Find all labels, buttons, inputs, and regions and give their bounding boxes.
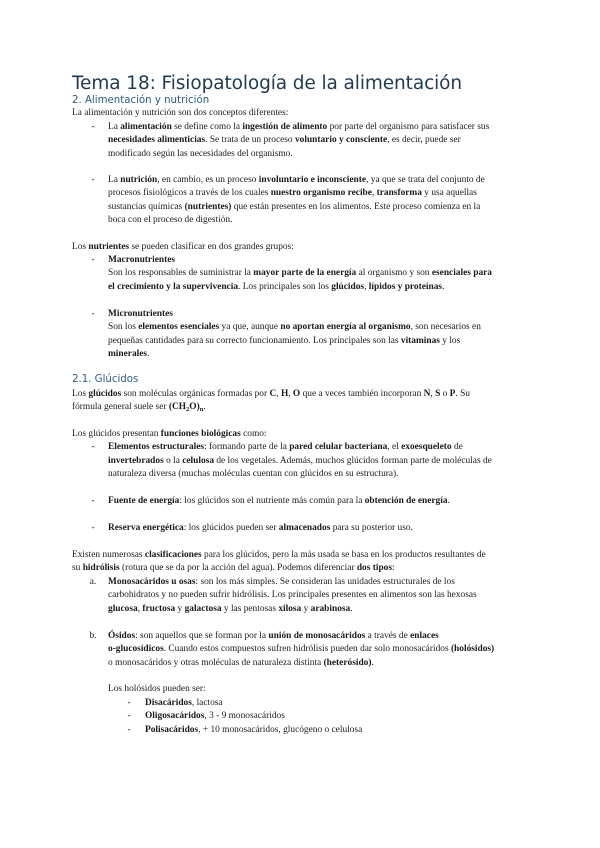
monosacaridos-line-1: Monosacáridos u osas: son los más simples. Se consideran las unidades estructurales de los: [108, 577, 455, 587]
holosidos-item: Polisacáridos, + 10 monosacáridos, glucógeno o celulosa: [145, 725, 363, 735]
bullet-marker: -: [127, 698, 131, 708]
monosacaridos-line-3: glucosa, fructosa y galactosa y las pentosas xilosa y arabinosa.: [108, 604, 353, 614]
section-heading-alimentacion: 2. Alimentación y nutrición: [72, 95, 210, 106]
osidos-line-3: o monosacáridos y otras moléculas de naturaleza distinta (heterósido).: [108, 658, 374, 668]
bullet-marker: -: [127, 711, 131, 721]
macronutrientes-line-1: Son los responsables de suministrar la mayor parte de la energía al organismo y son esenciales para: [108, 268, 492, 278]
nutricion-line-4: boca con el proceso de digestión.: [108, 215, 233, 225]
macronutrientes-title: Macronutrientes: [108, 255, 175, 265]
bullet-marker: -: [91, 122, 95, 132]
micronutrientes-title: Micronutrientes: [108, 309, 173, 319]
bullet-marker: -: [91, 496, 95, 506]
micronutrientes-line-3: minerales.: [108, 349, 150, 359]
alimentacion-line-1: La alimentación se define como la ingestión de alimento por parte del organismo para satisfacer sus: [108, 122, 490, 132]
nutricion-line-2: procesos fisiológicos a través de los cuales nuestro organismo recibe, transforma y usa aquellas: [108, 188, 477, 198]
nutricion-line-3: sustancias químicas (nutrientes) que están presentes en los alimentos. Este proceso comienza en la: [108, 202, 481, 212]
bullet-marker: -: [127, 725, 131, 735]
intro-paragraph: La alimentación y nutrición son dos conceptos diferentes:: [72, 108, 289, 118]
nutricion-line-1: La nutrición, en cambio, es un proceso involuntario e inconsciente, ya que se trata del conjunto de: [108, 175, 485, 185]
list-marker-b: b.: [89, 631, 97, 641]
micronutrientes-line-1: Son los elementos esenciales ya que, aunque no aportan energía al organismo, son necesarios en: [108, 322, 481, 332]
bullet-marker: -: [91, 255, 95, 265]
bullet-marker: -: [91, 442, 95, 452]
glucidos-def-line-1: Los glúcidos son moléculas orgánicas formadas por C, H, O que a veces también incorporan N, S o P. Su: [72, 389, 470, 399]
macronutrientes-line-2: el crecimiento y la supervivencia. Los principales son los glúcidos, lípidos y proteínas.: [108, 282, 445, 292]
estructurales-line-2: invertebrados o la celulosa de los vegetales. Además, muchos glúcidos forman parte de moléculas de: [108, 456, 492, 466]
clasificaciones-line-2: su hidrólisis (rotura que se da por la acción del agua). Podemos diferenciar dos tipos:: [72, 563, 395, 573]
osidos-line-2: o-glucosídicos. Cuando estos compuestos sufren hidrólisis pueden dar solo monosacáridos (holósidos): [108, 644, 495, 654]
list-marker-a: a.: [89, 577, 97, 587]
fuente-energia-line: Fuente de energía: los glúcidos son el nutriente más común para la obtención de energía.: [108, 496, 450, 506]
clasificaciones-line-1: Existen numerosas clasificaciones para los glúcidos, pero la más usada se basa en los productos resultantes de: [72, 550, 486, 560]
bullet-marker: -: [91, 175, 95, 185]
holosidos-item: Oligosacáridos, 3 - 9 monosacáridos: [145, 711, 285, 721]
section-heading-glucidos: 2.1. Glúcidos: [72, 374, 139, 385]
bullet-marker: -: [91, 523, 95, 533]
alimentacion-line-3: modificado según las necesidades del organismo.: [108, 149, 293, 159]
alimentacion-line-2: necesidades alimenticias. Se trata de un proceso voluntario y consciente, es decir, puede ser: [108, 135, 461, 145]
reserva-energetica-line: Reserva energética: los glúcidos pueden ser almacenados para su posterior uso.: [108, 523, 413, 533]
page-title: Tema 18: Fisiopatología de la alimentación: [72, 73, 463, 94]
estructurales-line-3: naturaleza diversa (muchas moléculas cuentan con glúcidos en su estructura).: [108, 469, 399, 479]
holosidos-item: Disacáridos, lactosa: [145, 698, 223, 708]
glucidos-def-line-2: fórmula general suele ser $(CH_2O)_n$.: [72, 402, 206, 413]
funciones-intro: Los glúcidos presentan funciones biológicas como:: [72, 429, 267, 439]
holosidos-intro: Los holósidos pueden ser:: [108, 684, 206, 694]
monosacaridos-line-2: carbohidratos y no pueden sufrir hidrólisis. Los principales presentes en alimentos son las hexosas: [108, 590, 477, 600]
osidos-line-1: Ósidos: son aquellos que se forman por la unión de monosacáridos a través de enlaces: [108, 631, 439, 641]
bullet-marker: -: [91, 309, 95, 319]
estructurales-line-1: Elementos estructurales: formando parte de la pared celular bacteriana, el exoesqueleto de: [108, 442, 463, 452]
nutrientes-intro: Los nutrientes se pueden clasificar en dos grandes grupos:: [72, 242, 294, 252]
micronutrientes-line-2: pequeñas cantidades para su correcto funcionamiento. Los principales son las vitaminas y los: [108, 336, 461, 346]
